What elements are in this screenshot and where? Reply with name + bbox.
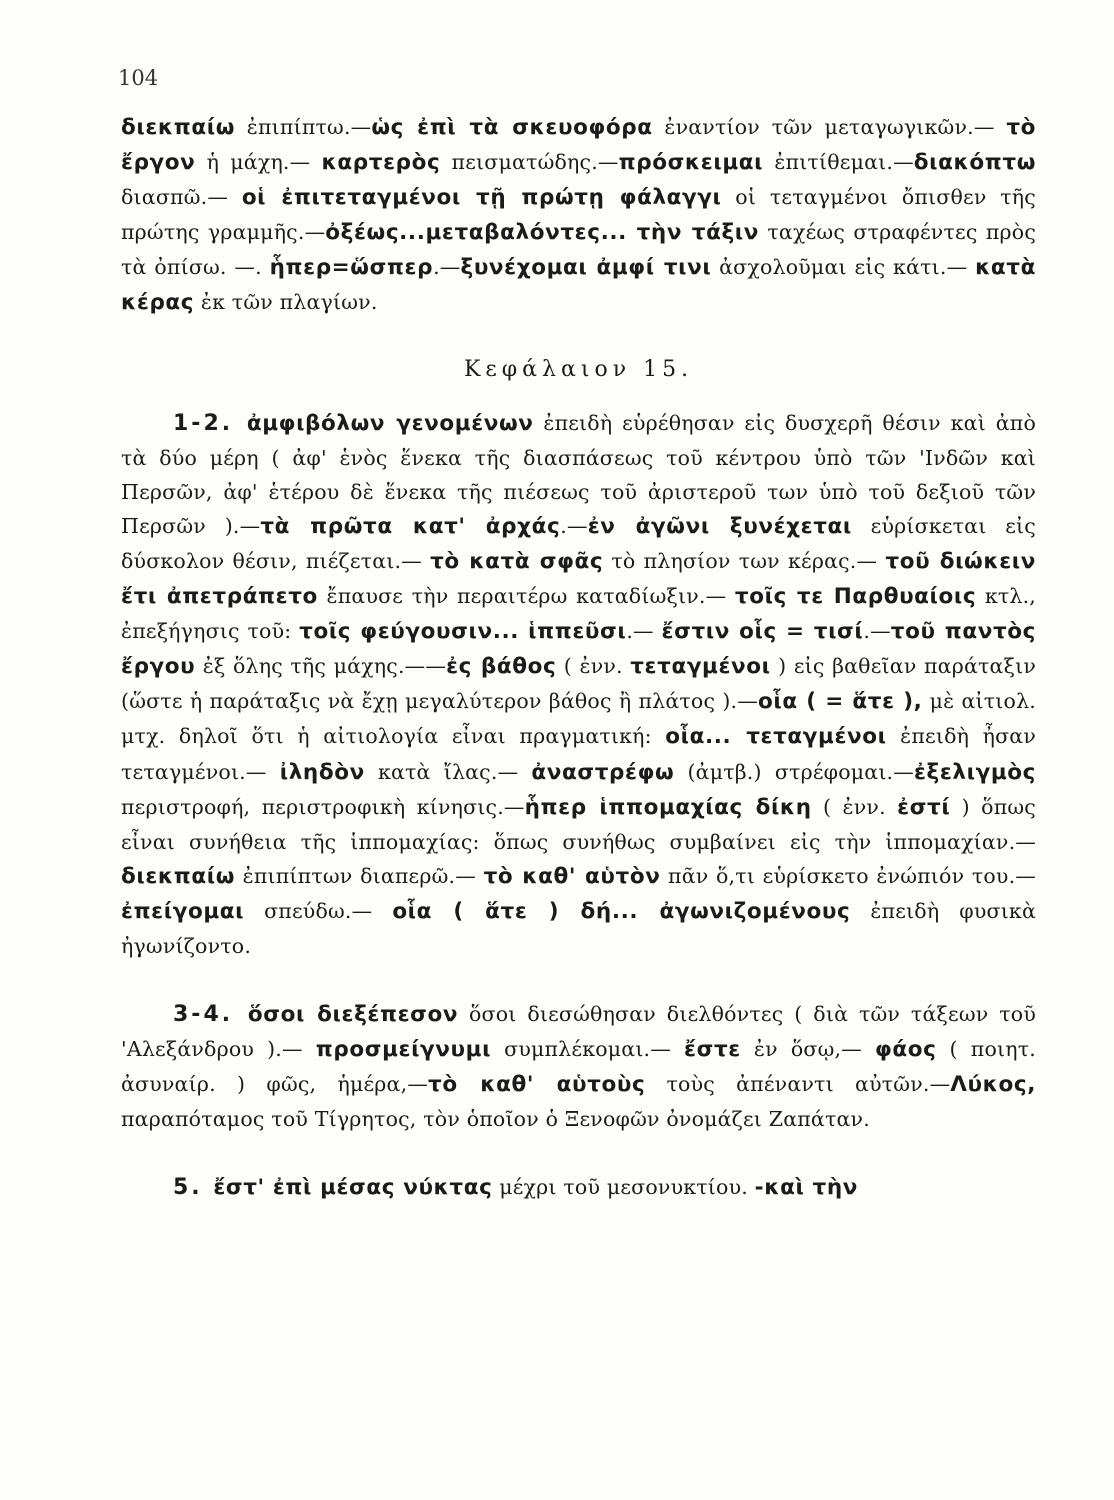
gloss-text: ) εἰς βαθεῖαν παράταξιν (ὥστε ἡ παράταξις νὰ ἔχῃ μεγαλύτερον βάθος ἢ πλάτος ).—	[121, 654, 1036, 714]
gloss-text: σπεύδω.—	[244, 898, 393, 923]
lemma-term: πρόσκειμαι	[618, 150, 764, 176]
gloss-text: ( ἐνν.	[556, 654, 631, 679]
gloss-text: διασπῶ.—	[121, 185, 242, 210]
paragraph-section-5	[121, 1170, 1036, 1205]
lemma-term: τοῖς φεύγουσιν... ἱππεῦσι	[299, 619, 627, 645]
lemma-term: κατὰ κέρας	[121, 255, 1036, 316]
gloss-text: ἐπιπίπτων διαπερῶ.—	[235, 863, 484, 888]
lemma-term: τὸ καθ' αὑτοὺς	[428, 1072, 646, 1098]
gloss-text: μὲ αἰτιολ. μτχ. δηλοῖ ὅτι ἡ αἰτιολογία εἶναι πραγματική:	[121, 689, 1036, 749]
gloss-text: κτλ., ἐπεξήγησις τοῦ:	[121, 584, 1037, 644]
gloss-text: οἱ τεταγμένοι ὄπισθεν τῆς πρώτης γραμμῆς.—	[121, 185, 1036, 245]
gloss-text: περιστροφή, περιστροφικὴ κίνησις.—	[121, 794, 525, 819]
gloss-text: εὑρίσκεται εἰς δύσκολον θέσιν, πιέζεται.—	[121, 513, 1036, 573]
section-number: 3-4.	[173, 1002, 248, 1028]
gloss-text: ἐπειδὴ εὑρέθησαν εἰς δυσχερῆ θέσιν καὶ ἀπὸ τὰ δύο μέρη ( ἀφ' ἑνὸς ἕνεκα τῆς διασπάσεως τοῦ κέντρου ὑπὸ τῶν 'Ινδῶν καὶ Περσῶν, ἀφ' ἑτέρου δὲ ἕνεκα τῆς πιέσεως τοῦ ἀριστεροῦ των ὑπὸ τοῦ δεξιοῦ τῶν Περσῶν ).—	[121, 410, 1037, 538]
lemma-term: ὡς ἐπὶ τὰ σκευοφόρα	[371, 115, 653, 140]
lemma-term: τοῦ παντὸς ἔργου	[121, 619, 1037, 680]
gloss-text: ταχέως στραφέντες πρὸς τὰ ὀπίσω. —.	[121, 220, 1037, 280]
lemma-term: τὰ πρῶτα κατ' ἀρχάς	[260, 513, 561, 539]
gloss-text: τὸ πλησίον των κέρας.—	[603, 548, 886, 573]
gloss-text: ἐξ ὅλης τῆς μάχης.——	[195, 654, 447, 679]
lemma-term: τὸ κατὰ σφᾶς	[430, 548, 604, 574]
gloss-text: .—	[863, 619, 891, 644]
lemma-term: ἀναστρέφω	[531, 759, 675, 785]
lemma-term: ἐστί	[897, 794, 951, 820]
paragraph-section-3-4	[121, 997, 1036, 1136]
lemma-term: προσμείγνυμι	[315, 1037, 492, 1063]
gloss-text: ἐπιτίθεμαι.—	[763, 150, 914, 175]
lemma-term: ξυνέχομαι ἀμφί τινι	[460, 255, 712, 281]
lemma-term: οἷα ( ἅτε ) δή... ἀγωνιζομένους	[392, 898, 851, 924]
lemma-term: ἔστιν οἷς = τισί	[661, 619, 864, 645]
lemma-term: ἧπερ=ὥσπερ	[269, 255, 434, 281]
gloss-text: συμπλέκομαι.—	[491, 1037, 685, 1062]
lemma-term: διεκπαίω	[121, 863, 236, 889]
gloss-text: πεισματώδης.—	[440, 150, 619, 175]
lemma-term: τοῦ διώκειν ἔτι ἀπετράπετο	[121, 548, 1037, 610]
gloss-text: μέχρι τοῦ μεσονυκτίου.	[492, 1175, 755, 1200]
gloss-text: παραπόταμος τοῦ Τίγρητος, τὸν ὁποῖον ὁ Ξενοφῶν ὀνομάζει Ζαπάταν.	[121, 1107, 870, 1132]
gloss-text: ὅσοι διεσώθησαν διελθόντες ( διὰ τῶν τάξεων τοῦ 'Αλεξάνδρου ).—	[121, 1002, 1036, 1062]
lemma-term: οἷα... τεταγμένοι	[665, 724, 887, 750]
gloss-text: ἀσχολοῦμαι εἰς κάτι.—	[711, 255, 976, 280]
gloss-text: ἐπειδὴ φυσικὰ ἠγωνίζοντο.	[121, 898, 1036, 958]
lemma-term: οἱ ἐπιτεταγμένοι τῇ πρώτῃ φάλαγγι	[241, 185, 722, 211]
lemma-term: ἔστε	[684, 1037, 741, 1063]
lemma-term: -καὶ τὴν	[754, 1175, 858, 1201]
gloss-text: ἐκ τῶν πλαγίων.	[194, 290, 378, 315]
gloss-text: ἐν ὅσῳ,—	[740, 1037, 875, 1062]
gloss-text: ἡ μάχη.—	[195, 150, 322, 175]
paragraph-section-1-2	[121, 406, 1036, 964]
gloss-text: ἐναντίον τῶν μεταγωγικῶν.—	[652, 115, 1007, 139]
page-number: 104	[118, 66, 159, 90]
lemma-term: διεκπαίω	[121, 115, 236, 140]
lemma-term: διακόπτω	[913, 150, 1036, 176]
lemma-term: τὸ καθ' αὑτὸν	[483, 863, 661, 889]
lemma-term: τοῖς τε Παρθυαίοις	[734, 584, 977, 610]
page-content	[121, 110, 1036, 1206]
chapter-heading: Κεφάλαιον 15.	[463, 356, 694, 382]
lemma-term: ἐς βάθος	[446, 654, 557, 680]
gloss-text: ἔπαυσε τὴν περαιτέρω καταδίωξιν.—	[317, 584, 735, 609]
lemma-term: φάος	[874, 1037, 937, 1063]
gloss-text: ἐπιπίπτω.—	[235, 115, 372, 139]
lemma-term: ἐν ἀγῶνι ξυνέχεται	[587, 513, 852, 539]
gloss-text: ( ἐνν.	[811, 794, 898, 819]
lemma-term: ἧπερ ἱππομαχίας δίκη	[524, 794, 812, 820]
lemma-term: οἷα ( = ἅτε ),	[757, 689, 923, 715]
gloss-text: ( ποιητ. ἀσυναίρ. ) φῶς, ἡμέρα,—	[121, 1037, 1036, 1097]
gloss-text: κατὰ ἴλας.—	[364, 759, 532, 784]
section-number: 5.	[173, 1175, 214, 1201]
gloss-text: ἐπειδὴ ἦσαν τεταγμένοι.—	[121, 724, 1037, 784]
lemma-term: ὀξέως...μεταβαλόντες... τὴν τάξιν	[325, 220, 760, 246]
lemma-term: Λύκος,	[950, 1072, 1036, 1098]
gloss-text: .—	[560, 513, 588, 538]
gloss-text: .—	[626, 619, 662, 644]
lemma-term: καρτερὸς	[321, 150, 441, 176]
gloss-text: τοὺς ἀπέναντι αὐτῶν.—	[645, 1072, 951, 1097]
lemma-term: τεταγμένοι	[630, 654, 771, 680]
lemma-term: ἐξελιγμὸς	[913, 759, 1036, 785]
lemma-term: ἀμφιβόλων γενομένων	[246, 410, 534, 436]
lemma-term: ἐπείγομαι	[121, 898, 245, 924]
gloss-text: (ἀμτβ.) στρέφομαι.—	[674, 759, 914, 784]
paragraph-intro	[121, 110, 1036, 321]
gloss-text: ) ὅπως εἶναι συνήθεια τῆς ἱππομαχίας: ὅπως συνήθως συμβαίνει εἰς τὴν ἱππομαχίαν.—	[121, 794, 1036, 854]
gloss-text: πᾶν ὅ,τι εὑρίσκετο ἐνώπιόν του.—	[660, 863, 1036, 888]
lemma-term: ὅσοι διεξέπεσον	[247, 1002, 459, 1028]
gloss-text: .—	[433, 255, 461, 280]
lemma-term: ἔστ' ἐπὶ μέσας νύκτας	[213, 1175, 493, 1201]
lemma-term: ἰληδὸν	[279, 759, 365, 785]
lemma-term: τὸ ἔργον	[121, 115, 1037, 176]
section-number: 1-2.	[173, 410, 247, 436]
